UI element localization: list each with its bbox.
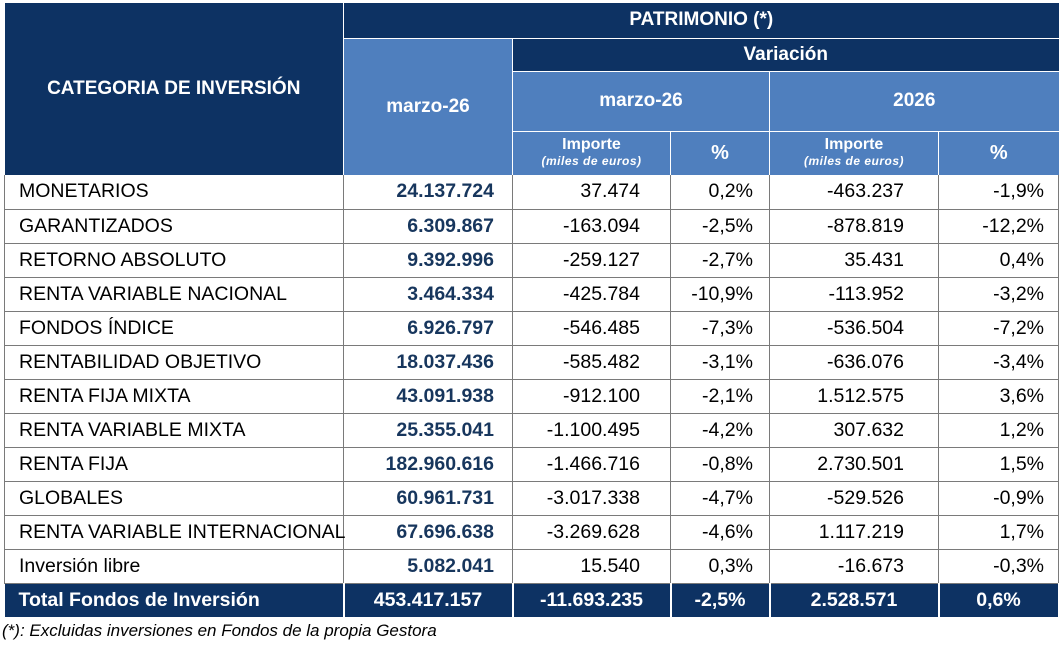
header-pct-anio: % (939, 131, 1059, 175)
cell-mes-importe: -259.127 (513, 243, 671, 277)
cell-categoria: RENTA FIJA MIXTA (5, 379, 344, 413)
cell-anio-importe: 2.730.501 (770, 447, 939, 481)
table-row (5, 481, 1059, 515)
cell-mes-importe: -3.017.338 (513, 481, 671, 515)
cell-mes-pct: -10,9% (671, 277, 770, 311)
cell-anio-pct: 1,5% (939, 447, 1059, 481)
table-row (5, 209, 1059, 243)
cell-anio-importe: -463.237 (770, 175, 939, 209)
cell-mes-pct: -2,5% (671, 209, 770, 243)
cell-mes-pct: 0,2% (671, 175, 770, 209)
total-patrimonio: 453.417.157 (344, 583, 513, 617)
cell-mes-importe: -163.094 (513, 209, 671, 243)
table-row (5, 515, 1059, 549)
cell-anio-importe: 1.117.219 (770, 515, 939, 549)
footnote: (*): Excluidas inversiones en Fondos de la propia Gestora (2, 621, 437, 640)
cell-categoria: RENTA FIJA (5, 447, 344, 481)
cell-anio-pct: -3,2% (939, 277, 1059, 311)
cell-anio-pct: 1,2% (939, 413, 1059, 447)
cell-mes-importe: 37.474 (513, 175, 671, 209)
header-var-anio: 2026 (770, 71, 1059, 131)
cell-categoria: RENTA VARIABLE NACIONAL (5, 277, 344, 311)
header-patrimonio: PATRIMONIO (*) (344, 3, 1059, 38)
table-row (5, 345, 1059, 379)
cell-anio-pct: 1,7% (939, 515, 1059, 549)
cell-categoria: RENTA VARIABLE MIXTA (5, 413, 344, 447)
header-var-mes: marzo-26 (513, 71, 770, 131)
cell-anio-importe: 307.632 (770, 413, 939, 447)
table-row (5, 277, 1059, 311)
total-anio-pct: 0,6% (939, 583, 1059, 617)
cell-anio-importe: 1.512.575 (770, 379, 939, 413)
cell-mes-pct: -0,8% (671, 447, 770, 481)
cell-patrimonio: 18.037.436 (344, 345, 513, 379)
fund-category-table (4, 3, 1060, 617)
total-anio-importe: 2.528.571 (770, 583, 939, 617)
cell-mes-importe: -1.466.716 (513, 447, 671, 481)
header-periodo: marzo-26 (344, 38, 513, 175)
cell-patrimonio: 6.309.867 (344, 209, 513, 243)
header-importe-anio (770, 131, 939, 175)
cell-categoria: RETORNO ABSOLUTO (5, 243, 344, 277)
cell-anio-pct: 0,4% (939, 243, 1059, 277)
cell-mes-pct: -2,7% (671, 243, 770, 277)
header-pct-mes: % (671, 131, 770, 175)
cell-anio-pct: -0,3% (939, 549, 1059, 583)
cell-mes-importe: -3.269.628 (513, 515, 671, 549)
header-importe-mes (513, 131, 671, 175)
cell-anio-importe: 35.431 (770, 243, 939, 277)
header-miles-label: (miles de euros) (541, 154, 642, 169)
table-row (5, 447, 1059, 481)
cell-patrimonio: 60.961.731 (344, 481, 513, 515)
fund-table-container (4, 3, 1058, 617)
cell-anio-importe: -113.952 (770, 277, 939, 311)
cell-mes-importe: 15.540 (513, 549, 671, 583)
total-categoria: Total Fondos de Inversión (5, 583, 344, 617)
cell-anio-pct: -12,2% (939, 209, 1059, 243)
cell-mes-pct: -4,2% (671, 413, 770, 447)
cell-patrimonio: 43.091.938 (344, 379, 513, 413)
header-categoria: CATEGORIA DE INVERSIÓN (5, 3, 344, 175)
cell-anio-importe: -529.526 (770, 481, 939, 515)
cell-categoria: Inversión libre (5, 549, 344, 583)
cell-mes-pct: -4,7% (671, 481, 770, 515)
cell-anio-pct: -7,2% (939, 311, 1059, 345)
table-row (5, 549, 1059, 583)
cell-patrimonio: 182.960.616 (344, 447, 513, 481)
cell-anio-importe: -536.504 (770, 311, 939, 345)
cell-anio-pct: -0,9% (939, 481, 1059, 515)
table-row (5, 379, 1059, 413)
cell-mes-pct: 0,3% (671, 549, 770, 583)
cell-anio-pct: -3,4% (939, 345, 1059, 379)
cell-patrimonio: 3.464.334 (344, 277, 513, 311)
total-mes-pct: -2,5% (671, 583, 770, 617)
cell-mes-importe: -546.485 (513, 311, 671, 345)
table-row (5, 243, 1059, 277)
cell-mes-importe: -912.100 (513, 379, 671, 413)
cell-patrimonio: 5.082.041 (344, 549, 513, 583)
cell-mes-importe: -585.482 (513, 345, 671, 379)
total-mes-importe: -11.693.235 (513, 583, 671, 617)
cell-mes-importe: -1.100.495 (513, 413, 671, 447)
table-row (5, 175, 1059, 209)
cell-patrimonio: 67.696.638 (344, 515, 513, 549)
cell-categoria: FONDOS ÍNDICE (5, 311, 344, 345)
cell-anio-importe: -878.819 (770, 209, 939, 243)
cell-mes-pct: -4,6% (671, 515, 770, 549)
header-miles-label: (miles de euros) (803, 154, 905, 169)
cell-mes-importe: -425.784 (513, 277, 671, 311)
cell-anio-pct: -1,9% (939, 175, 1059, 209)
cell-anio-pct: 3,6% (939, 379, 1059, 413)
cell-anio-importe: -16.673 (770, 549, 939, 583)
header-variacion: Variación (513, 38, 1059, 71)
cell-patrimonio: 24.137.724 (344, 175, 513, 209)
cell-patrimonio: 25.355.041 (344, 413, 513, 447)
table-row (5, 311, 1059, 345)
cell-patrimonio: 9.392.996 (344, 243, 513, 277)
cell-mes-pct: -7,3% (671, 311, 770, 345)
cell-anio-importe: -636.076 (770, 345, 939, 379)
cell-mes-pct: -2,1% (671, 379, 770, 413)
table-row (5, 413, 1059, 447)
header-importe-label: Importe (562, 136, 621, 154)
cell-categoria: RENTA VARIABLE INTERNACIONAL (5, 515, 344, 549)
header-importe-label: Importe (824, 136, 884, 154)
cell-patrimonio: 6.926.797 (344, 311, 513, 345)
total-row (5, 583, 1059, 617)
cell-categoria: RENTABILIDAD OBJETIVO (5, 345, 344, 379)
cell-categoria: GLOBALES (5, 481, 344, 515)
cell-categoria: GARANTIZADOS (5, 209, 344, 243)
cell-mes-pct: -3,1% (671, 345, 770, 379)
cell-categoria: MONETARIOS (5, 175, 344, 209)
